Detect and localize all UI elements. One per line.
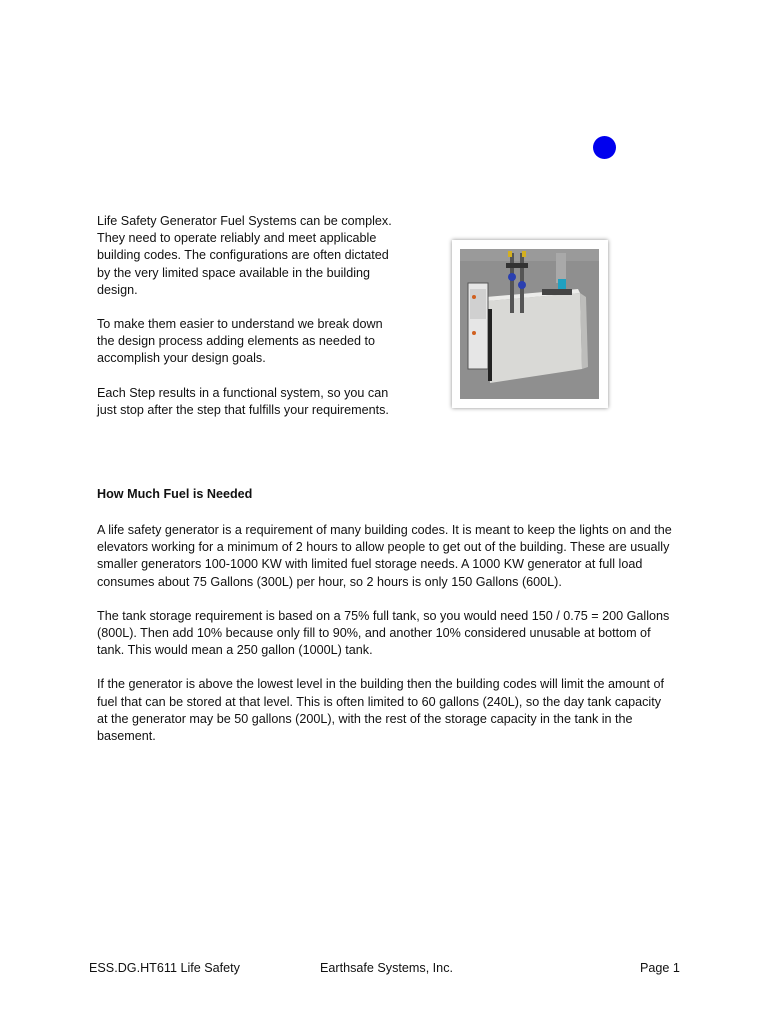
- intro-text-block: [97, 213, 397, 436]
- fuel-tank-illustration: [460, 249, 599, 399]
- section-heading: How Much Fuel is Needed: [97, 487, 253, 501]
- footer-document-id: ESS.DG.HT611 Life Safety: [89, 961, 240, 975]
- body-paragraph-1: A life safety generator is a requirement of many building codes. It is meant to keep the lights on and the elevators working for a minimum of 2 hours to allow people to get out of the building. These are usually smaller generators 100-1000 KW with limited fuel storage needs. A 1000 KW generator at full load consumes about 75 Gallons (300L) per hour, so 2 hours is only 150 Gallons (600L).: [97, 523, 672, 589]
- blue-dot-marker: [593, 136, 616, 159]
- section-body: [97, 522, 672, 762]
- intro-paragraph-2: To make them easier to understand we break down the design process adding elements as needed to accomplish your design goals.: [97, 317, 383, 366]
- intro-paragraph-3: Each Step results in a functional system, so you can just stop after the step that fulfills your requirements.: [97, 385, 389, 417]
- footer-company: Earthsafe Systems, Inc.: [320, 961, 453, 975]
- body-paragraph-2: The tank storage requirement is based on a 75% full tank, so you would need 150 / 0.75 = 200 Gallons (800L). Then add 10% because only fill to 90%, and another 10% considered unusable at bottom of tank. This would mean a 250 gallon (1000L) tank.: [97, 608, 670, 658]
- intro-paragraph-1: Life Safety Generator Fuel Systems can be complex. They need to operate reliably and meet applicable building codes. The configurations are often dictated by the very limited space available in the building design.: [97, 214, 392, 297]
- footer-page-number: Page 1: [640, 961, 680, 975]
- fuel-tank-system-image: [452, 240, 608, 408]
- body-paragraph-3: If the generator is above the lowest level in the building then the building codes will limit the amount of fuel that can be stored at that level. This is often limited to 60 gallons (240L), so the day tank capacity at the generator may be 50 gallons (200L), with the rest of the storage capacity in the tank in the basement.: [97, 677, 665, 744]
